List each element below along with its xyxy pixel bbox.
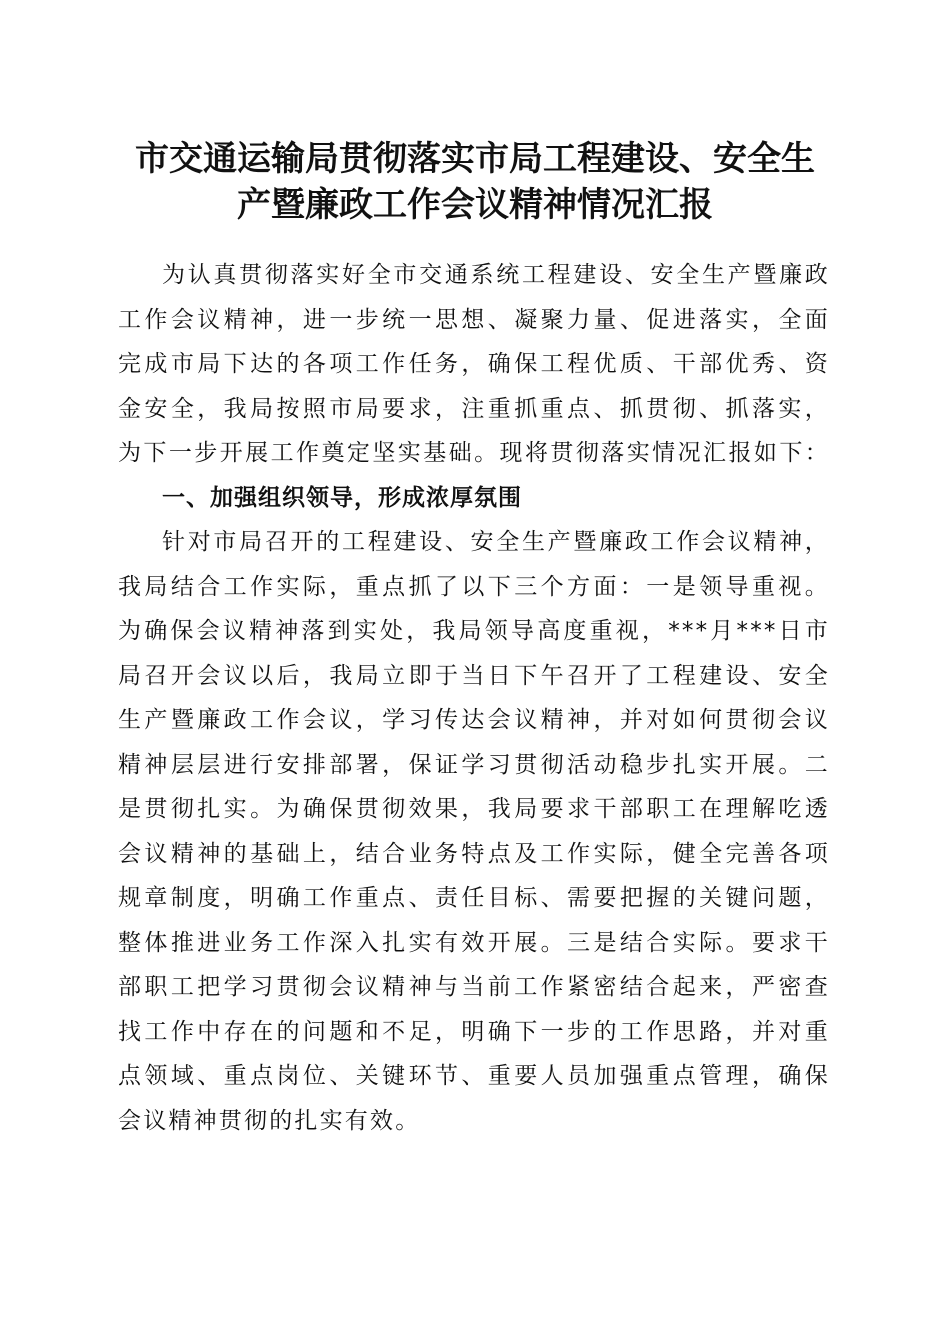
section-line: 会议精神的基础上，结合业务特点及工作实际，健全完善各项	[118, 840, 830, 867]
intro-line: 为下一步开展工作奠定坚实基础。现将贯彻落实情况汇报如下：	[118, 440, 830, 466]
section-line: 整体推进业务工作深入扎实有效开展。三是结合实际。要求干	[118, 929, 830, 956]
section-line: 我局结合工作实际，重点抓了以下三个方面：一是领导重视。	[118, 573, 830, 600]
intro-line: 为认真贯彻落实好全市交通系统工程建设、安全生产暨廉政	[162, 262, 830, 288]
section-line: 为确保会议精神落到实处，我局领导高度重视，***月***日市	[118, 618, 830, 644]
section-line: 会议精神贯彻的扎实有效。	[118, 1107, 421, 1134]
intro-line: 金安全，我局按照市局要求，注重抓重点、抓贯彻、抓落实，	[118, 395, 830, 422]
section-line: 找工作中存在的问题和不足，明确下一步的工作思路，并对重	[118, 1018, 830, 1045]
title-line-1: 市交通运输局贯彻落实市局工程建设、安全生	[135, 139, 815, 179]
intro-line: 工作会议精神，进一步统一思想、凝聚力量、促进落实，全面	[118, 306, 830, 333]
section-line: 精神层层进行安排部署，保证学习贯彻活动稳步扎实开展。二	[118, 751, 830, 778]
section-line: 针对市局召开的工程建设、安全生产暨廉政工作会议精神，	[162, 529, 830, 555]
intro-line: 完成市局下达的各项工作任务，确保工程优质、干部优秀、资	[118, 351, 830, 377]
section-line: 规章制度，明确工作重点、责任目标、需要把握的关键问题，	[118, 885, 830, 911]
document-body	[118, 253, 830, 1143]
section-line: 局召开会议以后，我局立即于当日下午召开了工程建设、安全	[118, 662, 830, 689]
section-line: 生产暨廉政工作会议，学习传达会议精神，并对如何贯彻会议	[118, 707, 830, 733]
section-line: 是贯彻扎实。为确保贯彻效果，我局要求干部职工在理解吃透	[118, 796, 830, 822]
section-line: 部职工把学习贯彻会议精神与当前工作紧密结合起来，严密查	[118, 974, 830, 1000]
section-line: 点领域、重点岗位、关键环节、重要人员加强重点管理，确保	[118, 1063, 830, 1089]
document-title	[100, 136, 850, 228]
title-line-2: 产暨廉政工作会议精神情况汇报	[237, 185, 713, 225]
section-heading: 一、加强组织领导，形成浓厚氛围	[162, 484, 522, 511]
